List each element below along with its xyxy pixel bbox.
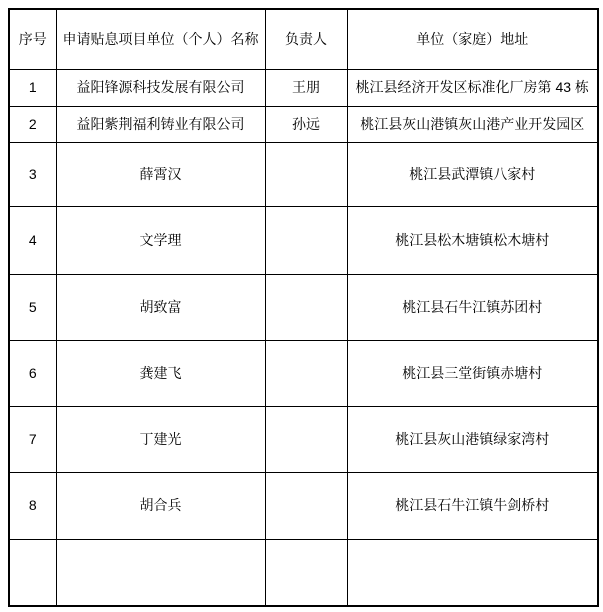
cell-serial: 8 <box>9 472 56 539</box>
table-row <box>9 274 598 340</box>
table-body <box>9 69 598 606</box>
cell-name: 薛霄汉 <box>56 142 265 206</box>
table-row <box>9 206 598 274</box>
cell-serial: 5 <box>9 274 56 340</box>
cell-serial: 4 <box>9 206 56 274</box>
cell-address <box>347 539 598 606</box>
cell-person <box>265 340 347 406</box>
cell-name: 胡合兵 <box>56 472 265 539</box>
cell-serial <box>9 539 56 606</box>
cell-name: 益阳紫荆福利铸业有限公司 <box>56 106 265 142</box>
cell-person <box>265 142 347 206</box>
cell-serial: 7 <box>9 406 56 472</box>
cell-person <box>265 406 347 472</box>
cell-person <box>265 274 347 340</box>
cell-person: 王朋 <box>265 69 347 106</box>
cell-name: 益阳锋源科技发展有限公司 <box>56 69 265 106</box>
cell-address: 桃江县灰山港镇灰山港产业开发园区 <box>347 106 598 142</box>
table-row <box>9 69 598 106</box>
table-row <box>9 539 598 606</box>
cell-name: 胡致富 <box>56 274 265 340</box>
col-header-person: 负责人 <box>265 9 347 69</box>
col-header-name: 申请贴息项目单位（个人）名称 <box>56 9 265 69</box>
cell-serial: 3 <box>9 142 56 206</box>
cell-address: 桃江县武潭镇八家村 <box>347 142 598 206</box>
cell-person <box>265 472 347 539</box>
cell-serial: 6 <box>9 340 56 406</box>
subsidy-application-table <box>8 8 599 607</box>
cell-address: 桃江县石牛江镇牛剑桥村 <box>347 472 598 539</box>
header-row <box>9 9 598 69</box>
table-row <box>9 106 598 142</box>
table-row <box>9 472 598 539</box>
table-row <box>9 142 598 206</box>
cell-serial: 2 <box>9 106 56 142</box>
cell-name: 丁建光 <box>56 406 265 472</box>
cell-name: 龚建飞 <box>56 340 265 406</box>
col-header-address: 单位（家庭）地址 <box>347 9 598 69</box>
cell-address: 桃江县三堂街镇赤塘村 <box>347 340 598 406</box>
table-row <box>9 340 598 406</box>
cell-address: 桃江县松木塘镇松木塘村 <box>347 206 598 274</box>
cell-address: 桃江县石牛江镇苏团村 <box>347 274 598 340</box>
cell-person <box>265 539 347 606</box>
table-row <box>9 406 598 472</box>
cell-person: 孙远 <box>265 106 347 142</box>
col-header-serial: 序号 <box>9 9 56 69</box>
cell-name <box>56 539 265 606</box>
cell-address: 桃江县灰山港镇绿家湾村 <box>347 406 598 472</box>
cell-serial: 1 <box>9 69 56 106</box>
cell-person <box>265 206 347 274</box>
cell-address: 桃江县经济开发区标准化厂房第 43 栋 <box>347 69 598 106</box>
cell-name: 文学理 <box>56 206 265 274</box>
